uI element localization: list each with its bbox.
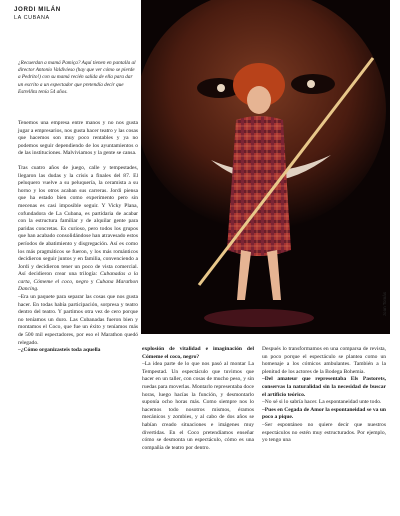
article-column-1 <box>18 120 138 355</box>
interview-answer: –No sé si lo sabría hacer. La espontaneidad unte todo. <box>262 399 382 406</box>
paragraph: Tenemos una empresa entre manos y no nos gusta jugar a empresarios, nos gusta hacer teatro y las cosas que hacemos son muy poco rentables y ya no podemos seguir dependiendo de los ayuntamientos o de las instituciones. Malviviamos y la gente se cansa. <box>18 120 138 157</box>
paragraph-text: Tras cuatro años de juego, calle y tempestades, llegaron las dudas y la crisis a finales del 87. El peluquero vuelve a su peluquería, la ceramista a su horno y los otros acaban sus carreras. Jordi piensa que ha estado bien como experimento pero sin mecenas es casi imposible seguir. Y Vicky Plana, cofundadora de La Cubana, es partidaria de acabar con la estructura familiar y de alquilar gente para paridas concretas. Es curioso, pero todos los grupos que han acabado consolidándose han atravesado estos períodos de abatimiento y disgregación. Así es como los más pragmáticos se fueron, y los más románticos decidieron seguir juntos y en familia, convenciendo a Jordi y decidieron tener un poco de vista comercial. Así decidieron crear una trilogía: <box>18 164 138 278</box>
paragraph: –Era un paquete para separar las cosas que nos gusta hacer. En todas había participación, sorpresa y teatro dentro del teatro. Y partimos otra vez de cero porque no teníamos un duro. Las Cubanadas fueron bien y montamos el Coco, que fue un éxito y teníamos más de 500 mil espectadores, por eso el Marathon quedó relegado. <box>18 294 138 346</box>
photo-credit: Joan Tomàs <box>382 291 387 316</box>
interview-question: –Pues en Cegada de Amor la espontaneidad se va un poco a pique. <box>262 406 386 421</box>
article-column-2 <box>142 346 254 452</box>
trilogy-title: Cubanadas a la carta <box>18 271 139 285</box>
stage-photo-illustration <box>141 0 390 334</box>
trilogy-title: Cubana Marathon Dancing. <box>18 278 139 293</box>
interview-answer: –Ser espontáneo no quiere decir que nuestros espectáculos no estén muy estructurados. Por ejemplo, yo tengo una <box>262 421 386 444</box>
photo-caption: ¿Recuerdan a mamá Pamiça? Aquí tienen en pantalla al director Antonio Valdivieso (hay que ver cómo se pierde a Pedrito!) con su mamá recién salida de ella para dar un escrito a un espectador que pretendía decir que Estrellita tenía 54 años. <box>18 60 136 95</box>
interview-question: explosión de vitalidad e imaginación del Cómeme el coco, negro? <box>142 346 254 360</box>
author-name: JORDI MILÁN <box>14 6 61 13</box>
stage-photo <box>141 0 390 334</box>
interview-answer: –La idea parte de lo que nos pasó al montar La Tempestad. Un espectáculo que tuvimos que hacer en un taller, con cosas de mucho peso, y sin ruedas para moverlas. Montarlo representaba doce horas, luego hacías la función, y desmontarlo suponía ocho horas más. Como siempre nos lo hacemos todo nosotros mismos, éramos mecánicos y zombies, y al cabo de dos años se habían creado situaciones e imágenes muy divertidas. En el Coco pretendíamos enseñar cómo se desmonta un espectáculo, cómo es una compañía de teatro por dentro. <box>142 361 254 451</box>
trilogy-title: Cómeme el coco, negro <box>33 278 89 285</box>
paragraph: Después lo transformamos en una comparsa de revista, un poco porque el espectáculo se plantea como un homenaje a los cómicos ambulantes. También a la plenitud de los actores de la Bodega Bohemia. <box>262 346 386 375</box>
interview-question: –¿Cómo organizasteis toda aquella <box>18 347 101 354</box>
paragraph: Tras cuatro años de juego, calle y tempestades, llegaron las dudas y la crisis a finales del 87. El peluquero vuelve a su peluquería, la ceramista a su horno y los otros acaban sus carreras. Jordi piensa que ha estado bien como experimento pero sin mecenas es casi imposible seguir. Y Vicky Plana, cofundadora de La Cubana, es partidaria de acabar con la estructura familiar y de alquilar gente para paridas concretas. Es curioso, pero todos los grupos que han acabado consolidándose han atravesado estos períodos de abatimiento y disgregación. Así es como los más pragmáticos se fueron, y los más románticos decidieron seguir juntos y en familia, convenciendo a Jordi y decidieron tener un poco de vista comercial. Así decidieron crear una trilogía: Cubanadas a la carta, Cómeme el coco, negro y Cubana Marathon Dancing. <box>18 164 139 293</box>
article-column-3 <box>262 346 386 445</box>
company-name: LA CUBANA <box>14 15 50 21</box>
interview-question: –Del amateur que representaba Els Pastorets, conservas la naturalidad sin la necesidad de buscar el artificio teórico. <box>262 376 386 398</box>
